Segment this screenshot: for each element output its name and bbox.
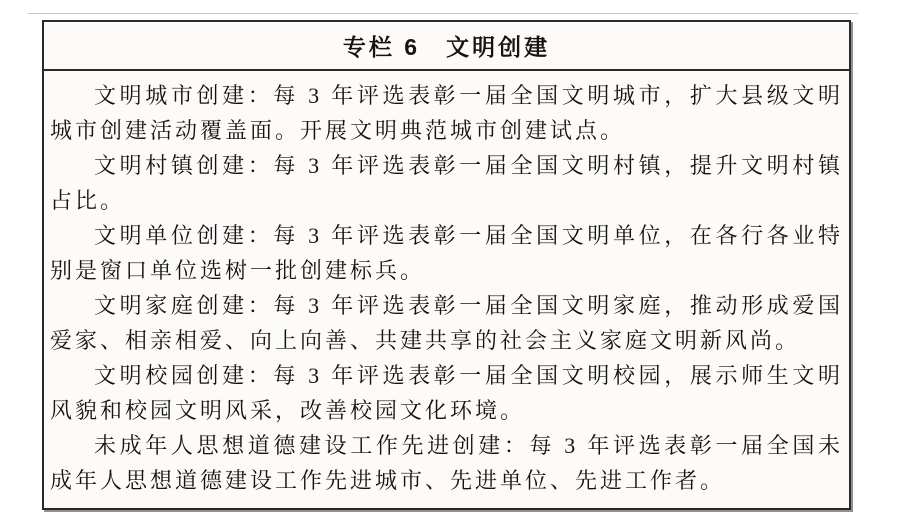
paragraph-minors-ideological-moral-work: 未成年人思想道德建设工作先进创建：每 3 年评选表彰一届全国未成年人思想道德建设工作先进城市、先进单位、先进工作者。 [50,433,843,493]
paragraph-civilized-village-town: 文明村镇创建：每 3 年评选表彰一届全国文明村镇，提升文明村镇占比。 [50,153,843,213]
column-header [44,22,849,71]
paragraph-civilized-family: 文明家庭创建：每 3 年评选表彰一届全国文明家庭，推动形成爱国爱家、相亲相爱、向上向善、共建共享的社会主义家庭文明新风尚。 [50,293,843,353]
scan-artifact-line [28,13,858,14]
column-title: 专栏 6 文明创建 [342,34,551,60]
paragraph-civilized-city: 文明城市创建：每 3 年评选表彰一届全国文明城市，扩大县级文明城市创建活动覆盖面。开展文明典范城市创建试点。 [50,83,843,143]
column-box [42,20,851,510]
column-body [44,71,849,498]
paragraph-civilized-campus: 文明校园创建：每 3 年评选表彰一届全国文明校园，展示师生文明风貌和校园文明风采，改善校园文化环境。 [50,363,843,423]
paragraph-civilized-unit: 文明单位创建：每 3 年评选表彰一届全国文明单位，在各行各业特别是窗口单位选树一批创建标兵。 [50,223,843,283]
